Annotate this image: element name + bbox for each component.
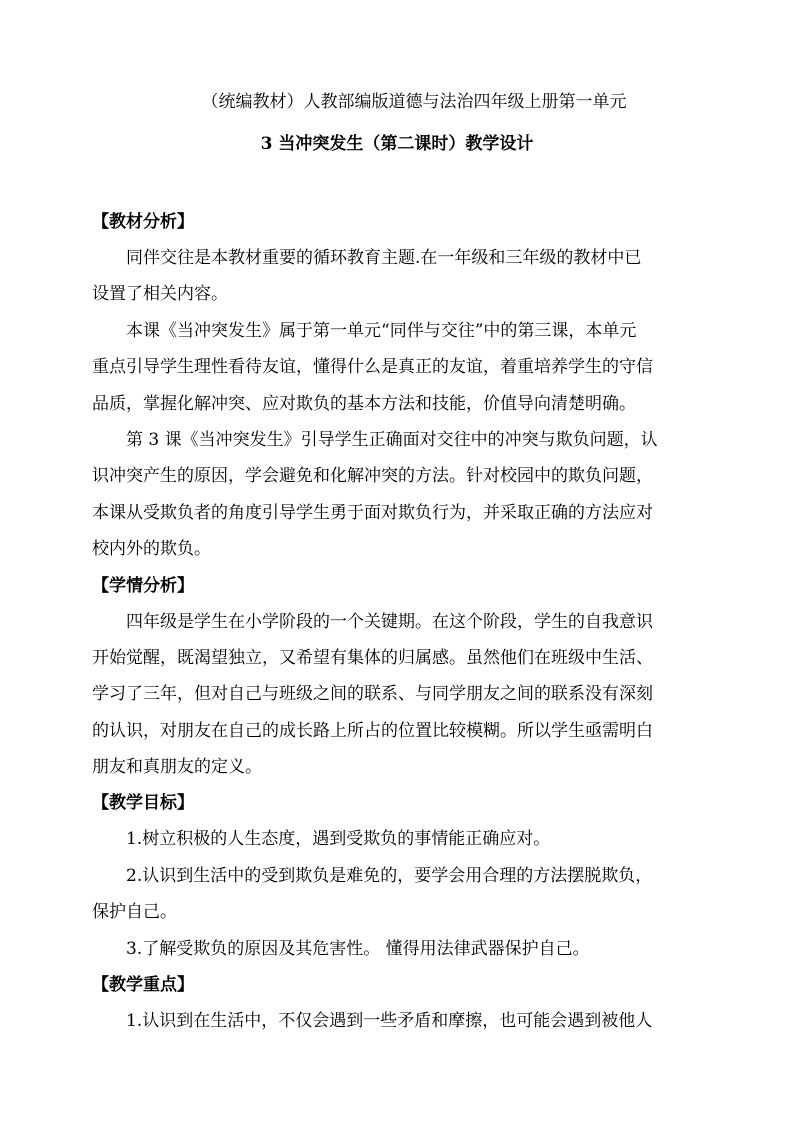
objective-line: 保护自己。 (92, 902, 177, 923)
objective-line: 2.认识到生活中的受到欺负是难免的，要学会用合理的方法摆脱欺负， (126, 865, 653, 886)
paragraph-line: 同伴交往是本教材重要的循环教育主题.在一年级和三年级的教材中已 (126, 248, 642, 268)
section-heading-learner-analysis: 【学情分析】 (92, 575, 194, 596)
paragraph-line: 学习了三年，但对自己与班级之间的联系、与同学朋友之间的联系没有深刻 (92, 684, 653, 705)
paragraph-line: 重点引导学生理性看待友谊，懂得什么是真正的友谊，着重培养学生的守信 (92, 357, 653, 378)
paragraph-line: 开始觉醒，既渴望独立，又希望有集体的归属感。虽然他们在班级中生活、 (92, 647, 653, 668)
paragraph-line: 设置了相关内容。 (92, 284, 228, 305)
paragraph-line: 的认识，对朋友在自己的成长路上所占的位置比较模糊。所以学生亟需明白 (92, 720, 653, 741)
paragraph-line: 品质，掌握化解冲突、应对欺负的基本方法和技能，价值导向清楚明确。 (92, 393, 636, 414)
document-title-line-2: 3 当冲突发生（第二课时）教学设计 (260, 134, 534, 154)
paragraph-line: 识冲突产生的原因，学会避免和化解冲突的方法。针对校园中的欺负问题， (92, 466, 653, 487)
objective-line: 1.树立积极的人生态度，遇到受欺负的事情能正确应对。 (126, 829, 551, 850)
document-title-line-1: （统编教材）人教部编版道德与法治四年级上册第一单元 (201, 92, 627, 112)
document-body (92, 204, 712, 1039)
section-heading-teaching-focus: 【教学重点】 (92, 975, 194, 996)
paragraph-line: 四年级是学生在小学阶段的一个关键期。在这个阶段，学生的自我意识 (126, 611, 653, 632)
paragraph-line: 本课从受欺负者的角度引导学生勇于面对欺负行为，并采取正确的方法应对 (92, 502, 653, 523)
paragraph-line: 校内外的欺负。 (92, 539, 211, 560)
section-heading-teaching-objectives: 【教学目标】 (92, 793, 194, 814)
paragraph-line: 第 3 课《当冲突发生》引导学生正确面对交往中的冲突与欺负问题，认 (126, 429, 658, 450)
paragraph-line: 本课《当冲突发生》属于第一单元“同伴与交往”中的第三课，本单元 (126, 320, 637, 341)
section-heading-textbook-analysis: 【教材分析】 (92, 212, 194, 232)
paragraph-line: 朋友和真朋友的定义。 (92, 757, 262, 778)
objective-line: 3.了解受欺负的原因及其危害性。 懂得用法律武器保护自己。 (126, 938, 590, 959)
focus-line: 1.认识到在生活中，不仅会遇到一些矛盾和摩擦，也可能会遇到被他人 (126, 1011, 653, 1032)
